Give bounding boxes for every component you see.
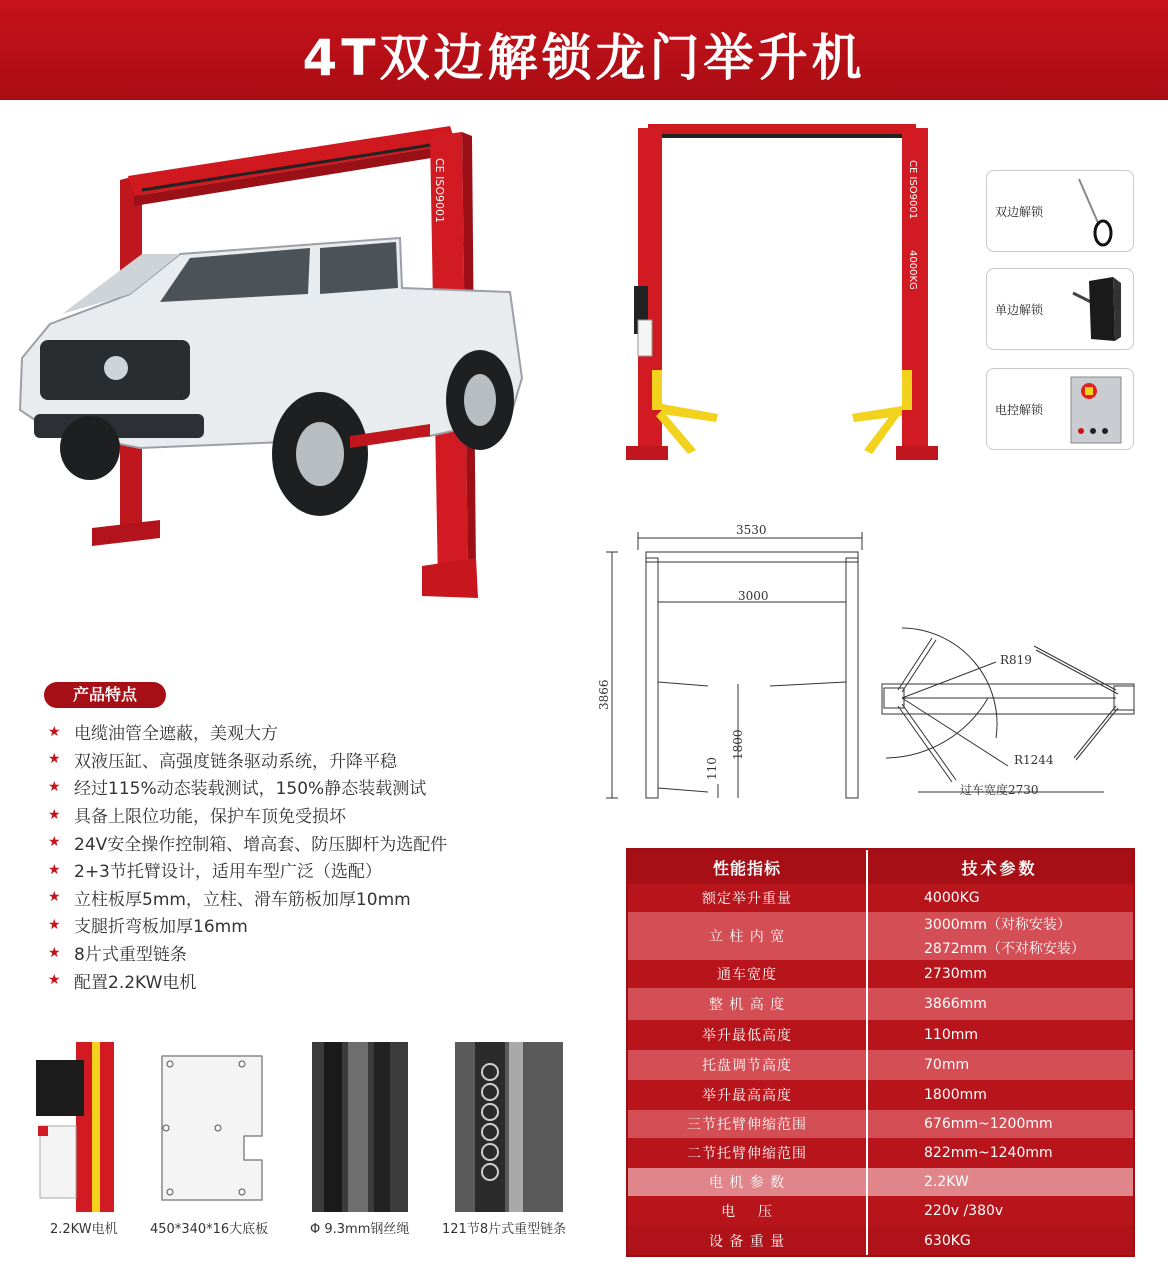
part-caption: 450*340*16大底板 (150, 1222, 269, 1237)
top-view-drawing (878, 618, 1160, 804)
option-label: 电控解锁 (995, 403, 1044, 417)
spec-row (628, 1168, 1133, 1196)
lift-cert-text-2: CE ISO9001 (907, 160, 918, 220)
part-caption: 2.2KW电机 (50, 1222, 118, 1237)
motor-image (32, 1042, 114, 1212)
spec-row (628, 912, 1133, 960)
spec-value: 70mm (924, 1057, 970, 1073)
option-label: 双边解锁 (995, 205, 1044, 219)
spec-name: 举升最低高度 (702, 1028, 792, 1044)
spec-row (628, 1050, 1133, 1080)
spec-row (628, 960, 1133, 988)
lift-empty-image (600, 120, 950, 480)
dim-height: 3866 (597, 679, 611, 710)
release-cable-icon (1071, 175, 1127, 247)
spec-value: 2730mm (924, 966, 987, 982)
spec-row (628, 1110, 1133, 1138)
feature-item: ★ 经过115%动态装载测试，150%静态装载测试 (48, 778, 427, 800)
feature-item: ★ 配置2.2KW电机 (48, 972, 197, 993)
dim-drive-width: 过车宽度2730 (960, 783, 1039, 797)
control-box-icon (1065, 373, 1127, 447)
feature-item: ★ 24V安全操作控制箱、增高套、防压脚杆为选配件 (48, 834, 448, 855)
feature-item: ★ 双液压缸、高强度链条驱动系统，升降平稳 (48, 751, 397, 772)
spec-name: 二节托臂伸缩范围 (687, 1146, 807, 1162)
spec-row (628, 884, 1133, 912)
spec-header-value: 技术参数 (961, 858, 1038, 878)
dim-min-height: 110 (705, 757, 719, 780)
part-caption: Φ 9.3mm钢丝绳 (310, 1222, 410, 1237)
release-handle-icon (1067, 273, 1127, 345)
spec-name: 额定举升重量 (702, 891, 792, 907)
feature-item: ★ 立柱板厚5mm，立柱、滑车筋板加厚10mm (48, 889, 411, 910)
wire-rope-image (312, 1042, 408, 1212)
header-banner (0, 0, 1168, 100)
star-icon: ★ (48, 723, 61, 740)
dim-inner-width: 3000 (738, 589, 769, 603)
features-list (48, 718, 447, 994)
chain-image (455, 1042, 563, 1212)
star-icon: ★ (48, 751, 61, 768)
front-view-drawing (590, 522, 880, 812)
star-icon: ★ (48, 834, 61, 851)
feature-item: ★ 支腿折弯板加厚16mm (48, 916, 248, 938)
spec-value: 2872mm（不对称安装） (924, 941, 1085, 957)
spec-header-row (628, 850, 1133, 884)
spec-row (628, 1226, 1133, 1255)
spec-value: 822mm~1240mm (924, 1145, 1053, 1161)
spec-value: 3000mm（对称安装） (924, 917, 1071, 933)
spec-name: 设 备 重 量 (708, 1233, 786, 1250)
part-caption: 121节8片式重型链条 (442, 1222, 567, 1237)
spec-name: 整 机 高 度 (708, 997, 786, 1013)
spec-value: 2.2KW (924, 1174, 969, 1190)
dim-radius-short: R819 (1000, 653, 1032, 667)
spec-row (628, 1080, 1133, 1110)
spec-name: 电 压 (721, 1204, 773, 1220)
dim-overall-width: 3530 (736, 523, 767, 537)
lift-cert-text: CE ISO9001 (433, 158, 446, 224)
feature-item: ★ 具备上限位功能，保护车顶免受损坏 (48, 806, 346, 828)
star-icon: ★ (48, 889, 61, 906)
option-label: 单边解锁 (995, 303, 1044, 317)
spec-name: 托盘调节高度 (702, 1058, 792, 1074)
feature-item: ★ 8片式重型链条 (48, 944, 187, 966)
option-card-dual-release (986, 170, 1134, 252)
star-icon: ★ (48, 944, 61, 961)
spec-header-name: 性能指标 (712, 858, 781, 878)
spec-row (628, 988, 1133, 1020)
spec-row (628, 1196, 1133, 1226)
spec-table (626, 848, 1135, 1257)
option-card-single-release (986, 268, 1134, 350)
feature-item: ★ 2+3节托臂设计，适用车型广泛（选配） (48, 861, 382, 883)
lift-with-truck-image (10, 118, 540, 618)
spec-value: 630KG (924, 1232, 971, 1249)
dim-radius-long: R1244 (1014, 753, 1054, 767)
spec-name: 通车宽度 (717, 967, 777, 983)
spec-name: 立 柱 内 宽 (708, 929, 786, 945)
spec-value: 220v /380v (924, 1203, 1004, 1219)
star-icon: ★ (48, 972, 61, 989)
spec-name: 三节托臂伸缩范围 (687, 1117, 807, 1133)
star-icon: ★ (48, 861, 61, 878)
star-icon: ★ (48, 916, 61, 933)
features-title: 产品特点 (44, 682, 166, 708)
spec-value: 110mm (924, 1027, 978, 1043)
star-icon: ★ (48, 778, 61, 795)
feature-item: ★ 电缆油管全遮蔽，美观大方 (48, 723, 278, 745)
base-plate-image (158, 1052, 266, 1204)
spec-name: 举升最高高度 (702, 1088, 792, 1104)
spec-value: 3866mm (924, 996, 987, 1012)
page-title: 4T双边解锁龙门举升机 (302, 29, 866, 87)
spec-row (628, 1020, 1133, 1050)
spec-value: 1800mm (924, 1087, 987, 1103)
spec-value: 676mm~1200mm (924, 1116, 1053, 1132)
star-icon: ★ (48, 806, 61, 823)
dim-lift-height: 1800 (731, 729, 745, 760)
lift-capacity-text: 4000KG (907, 250, 918, 290)
spec-row (628, 1138, 1133, 1168)
option-card-electric-release (986, 368, 1134, 450)
table-divider (866, 850, 868, 1255)
spec-value: 4000KG (924, 890, 980, 906)
spec-name: 电 机 参 数 (708, 1175, 786, 1191)
